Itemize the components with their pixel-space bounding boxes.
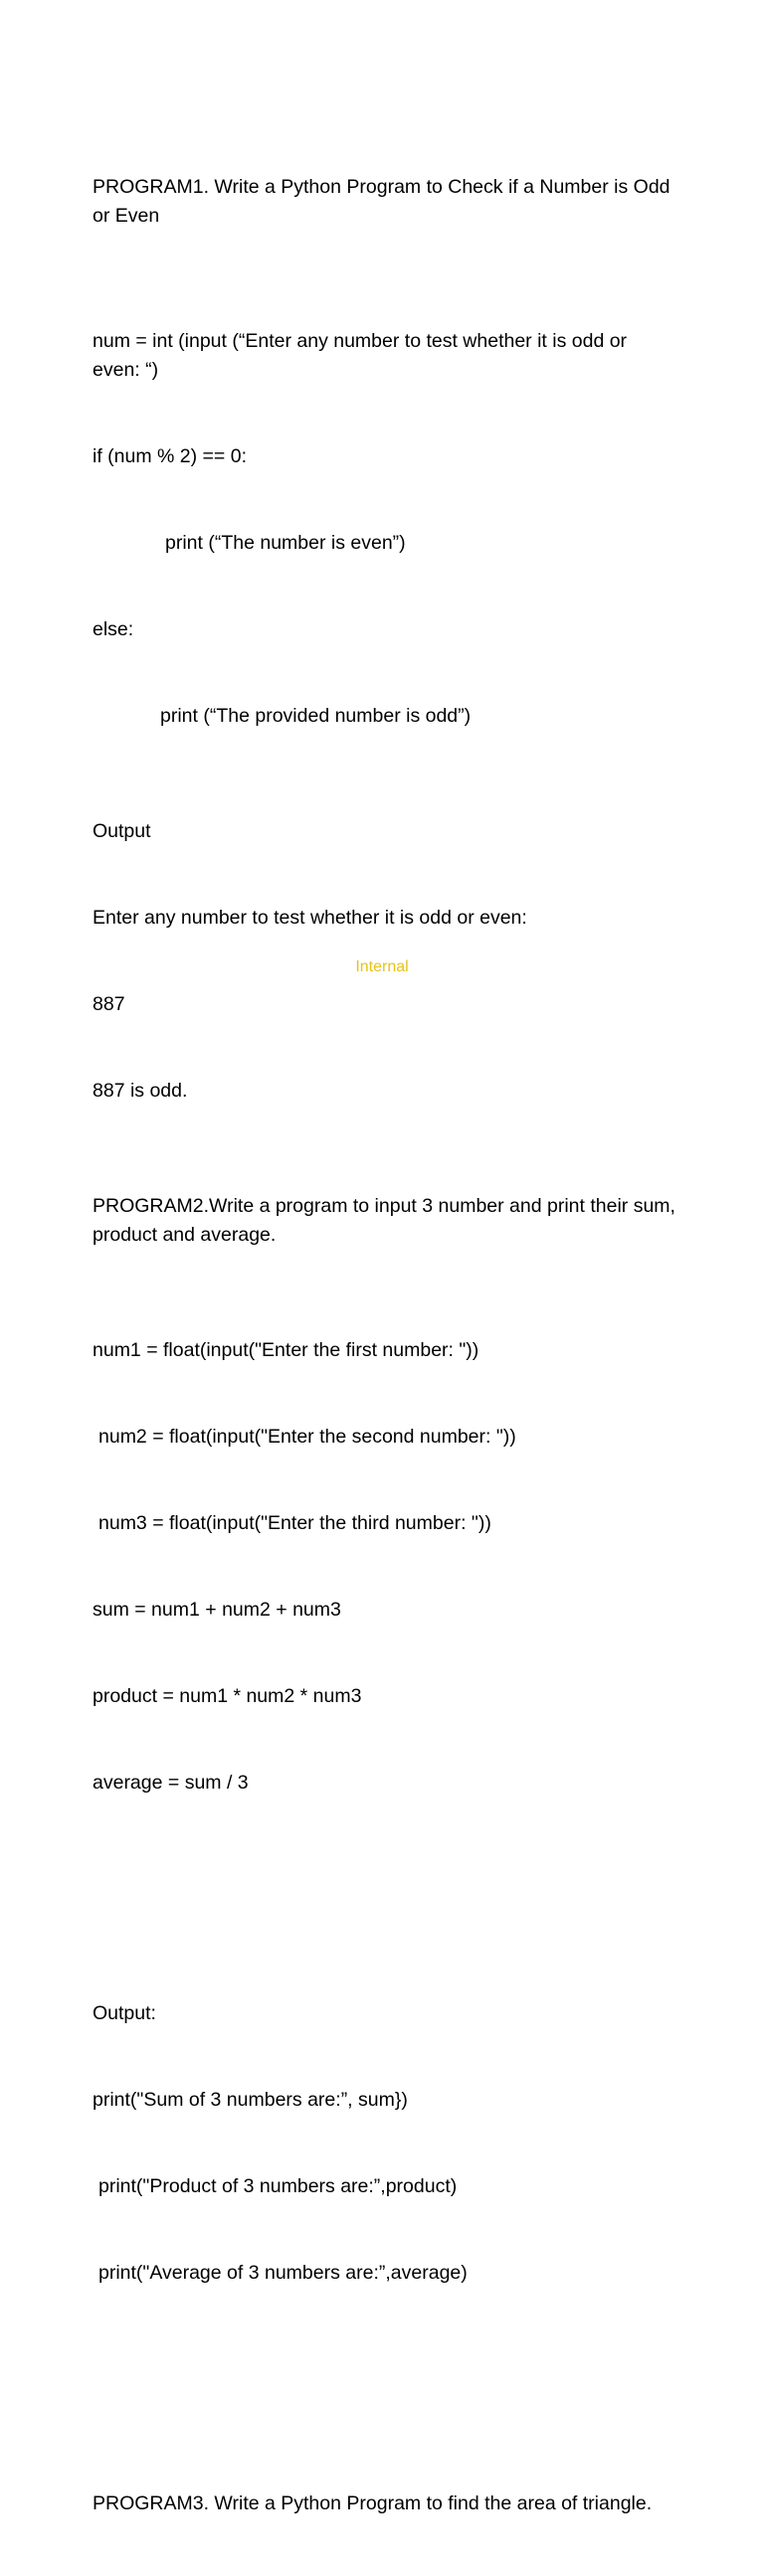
blank-line xyxy=(93,2374,679,2403)
program2-output-line-3: print("Average of 3 numbers are:”,average) xyxy=(98,2262,468,2284)
program1-code-line-2: if (num % 2) == 0: xyxy=(93,445,247,467)
program2-output-line-2: print("Product of 3 numbers are:”,product) xyxy=(98,2175,458,2197)
program1-heading: PROGRAM1. Write a Python Program to Check if a Number is Odd or Even xyxy=(93,176,670,227)
program1-code-line-1: num = int (input (“Enter any number to test whether it is odd or even: “) xyxy=(93,330,628,381)
program1-output-line-2: 887 xyxy=(93,993,125,1015)
program2-output-label: Output: xyxy=(93,2002,156,2024)
program2-heading: PROGRAM2.Write a program to input 3 number and print their sum, product and average. xyxy=(93,1195,675,1246)
program1-output-line-3: 887 is odd. xyxy=(93,1080,188,1102)
program1-code-line-4: else: xyxy=(93,618,134,640)
program1-output-label: Output xyxy=(93,820,151,842)
document-body xyxy=(93,86,679,2576)
program2-code-line-2: num2 = float(input("Enter the second number: ")) xyxy=(98,1426,516,1448)
program2-code-line-1: num1 = float(input("Enter the first number: ")) xyxy=(93,1339,479,1361)
program1-code-line-5: print (“The provided number is odd”) xyxy=(160,705,472,727)
program2-code-line-3: num3 = float(input("Enter the third number: ")) xyxy=(98,1512,491,1534)
blank-line xyxy=(93,1884,679,1913)
classification-label: Internal xyxy=(355,958,409,975)
program1-output-line-1: Enter any number to test whether it is odd or even: xyxy=(93,907,527,929)
program2-code-line-6: average = sum / 3 xyxy=(93,1772,249,1794)
program1-code-line-3: print (“The number is even”) xyxy=(165,532,406,554)
program3-heading: PROGRAM3. Write a Python Program to find the area of triangle. xyxy=(93,2492,653,2514)
program2-code-line-5: product = num1 * num2 * num3 xyxy=(93,1685,362,1707)
program2-output-line-1: print("Sum of 3 numbers are:”, sum}) xyxy=(93,2089,408,2111)
program2-code-line-4: sum = num1 + num2 + num3 xyxy=(93,1599,341,1621)
